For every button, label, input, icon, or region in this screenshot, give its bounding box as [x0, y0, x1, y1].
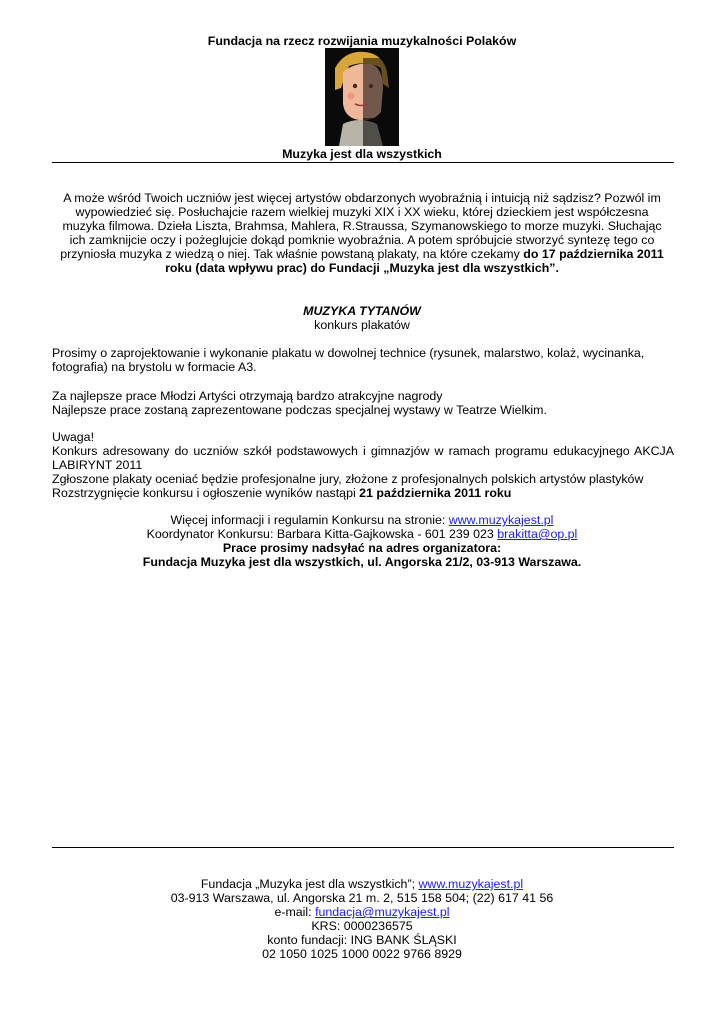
contest-heading — [0, 304, 724, 332]
footer-email-line — [0, 905, 724, 919]
website-link[interactable]: www.muzykajest.pl — [448, 513, 554, 527]
header-subtitle: Muzyka jest dla wszystkich — [282, 147, 442, 161]
request-paragraph: Prosimy o zaprojektowanie i wykonanie plakatu w dowolnej technice (rysunek, malarstwo, kolaż, wycinanka, fotografia) na brystolu w formacie A3. — [52, 346, 645, 375]
results-line — [52, 486, 674, 500]
send-label: Prace prosimy nadsyłać na adres organizatora: — [222, 541, 502, 556]
footer-email-link[interactable]: fundacja@muzykajest.pl — [315, 905, 450, 920]
coordinator-line — [0, 527, 724, 541]
footer-account: 02 1050 1025 1000 0022 9766 8929 — [262, 947, 462, 962]
footer-divider — [52, 847, 674, 848]
intro-deadline: do 17 października 2011 roku (data wpływu prac) do Fundacji „Muzyka jest dla wszystkich”. — [165, 247, 664, 276]
more-info-text: Więcej informacji i regulamin Konkursu na stronie: — [170, 513, 449, 527]
audience-line-1: Konkurs adresowany do uczniów szkół podstawowych i gimnazjów w ramach programu edukacyjnego AKCJA — [52, 444, 674, 459]
exhibition-line: Najlepsze prace zostaną zaprezentowane podczas specjalnej wystawy w Teatrze Wielkim. — [52, 403, 547, 418]
footer-org-text: Fundacja „Muzyka jest dla wszystkich”; — [200, 877, 419, 891]
results-text: Rozstrzygnięcie konkursu i ogłoszenie wyników nastąpi — [52, 486, 360, 501]
jury-line: Zgłoszone plakaty oceniać będzie profesjonalne jury, złożone z profesjonalnych polskich artystów plastyków — [52, 472, 644, 487]
intro-text: A może wśród Twoich uczniów jest więcej artystów obdarzonych wyobraźnią i intuicją niż sądzisz? Pozwól im wypowiedzieć się. Posłuchajcie razem wielkiej muzyki XIX i XX wieku, której dzieckiem jest współczesna muzyka filmowa. Dzieła Liszta, Brahmsa, Mahlera, R.Straussa, Szymanowskiego to morze muzyki. Słuchając ich zamknijcie oczy i pożeglujcie dokąd pomknie wyobraźnia. A potem spróbujcie stworzyć syntezę tego co przyniosła muzyka z wiedzą o niej. Tak właśnie powstaną plakaty, na które czekamy — [60, 191, 662, 262]
footer-email-label: e-mail: — [274, 905, 316, 920]
contest-subtitle: konkurs plakatów — [314, 318, 410, 332]
prizes-block — [52, 389, 674, 417]
foundation-logo-image — [325, 48, 399, 146]
footer-org-line — [0, 877, 724, 891]
notice-label: Uwaga! — [52, 430, 95, 444]
header-divider — [52, 162, 674, 163]
intro-paragraph — [56, 191, 668, 276]
organizer-address: Fundacja Muzyka jest dla wszystkich, ul. Angorska 21/2, 03-913 Warszawa. — [142, 555, 582, 570]
more-info-line — [0, 513, 724, 527]
footer-website-link[interactable]: www.muzykajest.pl — [418, 877, 524, 891]
info-block — [0, 513, 724, 569]
results-date: 21 października 2011 roku — [359, 486, 512, 501]
prizes-line: Za najlepsze prace Młodzi Artyści otrzymają bardzo atrakcyjne nagrody — [52, 389, 443, 403]
header-title: Fundacja na rzecz rozwijania muzykalności Polaków — [207, 34, 517, 48]
footer-address: 03-913 Warszawa, ul. Angorska 21 m. 2, 515 158 504; (22) 617 41 56 — [170, 891, 554, 906]
coordinator-text: Koordynator Konkursu: Barbara Kitta-Gajkowska - 601 239 023 — [146, 527, 498, 542]
puppet-portrait-icon — [325, 48, 399, 146]
footer-bank: konto fundacji: ING BANK ŚLĄSKI — [267, 933, 457, 948]
notice-block — [52, 430, 674, 500]
footer-krs: KRS: 0000236575 — [311, 919, 413, 934]
contest-title: MUZYKA TYTANÓW — [303, 304, 421, 318]
footer — [0, 877, 724, 962]
coordinator-email-link[interactable]: brakitta@op.pl — [497, 527, 578, 542]
audience-line-2: LABIRYNT 2011 — [52, 458, 143, 473]
